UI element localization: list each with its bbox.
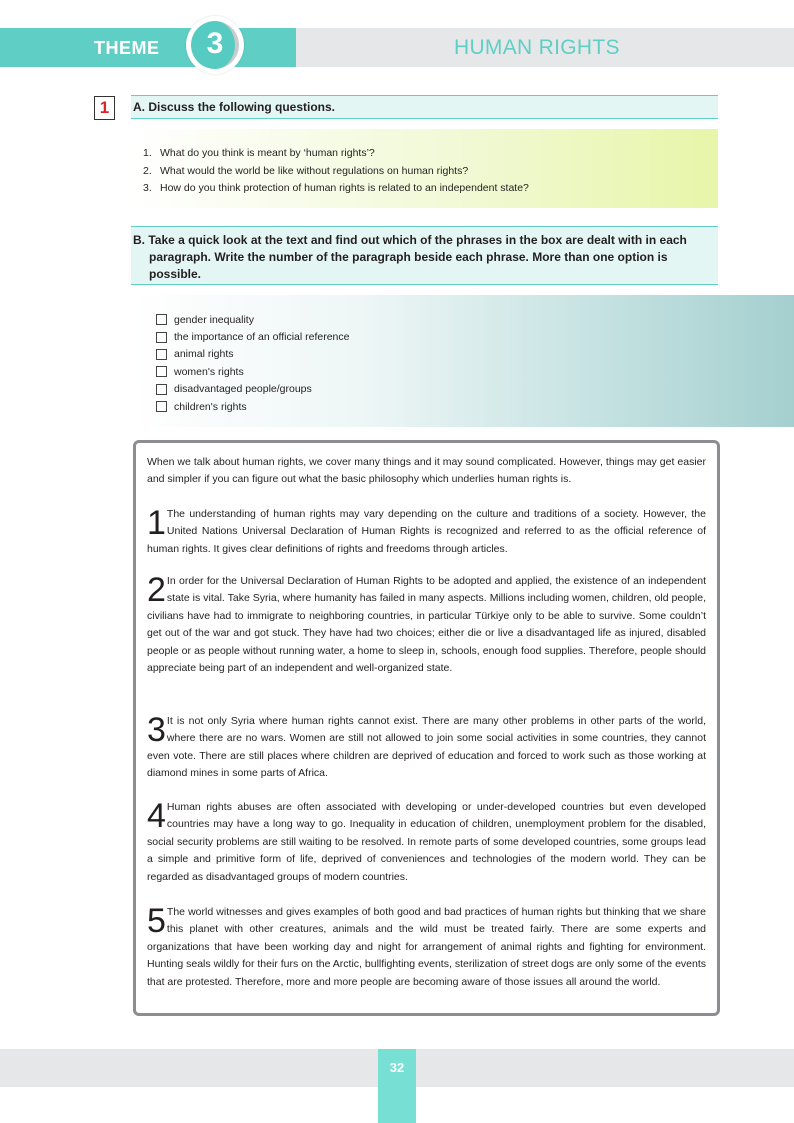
phrase-checkbox[interactable] (156, 314, 167, 325)
phrase-item: gender inequality (156, 311, 350, 328)
phrase-list (156, 311, 350, 415)
reading-paragraph-4: 4 Human rights abuses are often associated with developing or under-developed countries but even developed countries may have a long way to go. Inequality in education of children, unemployment problem for the disabled, social security problems are still waiting to be resolved. In remote parts of some developed countries, some groups lead a simple and primitive form of life, deprived of conveniences and technologies of the modern world. They can be regarded as disadvantaged groups of modern countries. (147, 797, 706, 883)
paragraph-number: 1 (147, 504, 166, 542)
paragraph-number: 2 (147, 571, 166, 609)
part-b-heading-bar (131, 226, 718, 285)
phrase-box (131, 295, 794, 427)
page-number: 32 (389, 1060, 405, 1075)
question-item: 1. What do you think is meant by ‘human rights’? (143, 147, 375, 159)
phrase-item: women's rights (156, 363, 350, 380)
part-a-heading: A. Discuss the following questions. (133, 100, 336, 114)
reading-paragraph-5: 5 The world witnesses and gives examples of both good and bad practices of human rights but thinking that we share this planet with other creatures, animals and the wild must be treated fairly. There are some experts and organizations that have been working day and night for arrangement of animal rights and fighting for environment. Hunting seals wildly for their furs on the Arctic, bullfighting events, sterilization of street dogs are only some of the events that are protested. Therefore, more and more people are becoming aware of those issues all around the world. (147, 902, 706, 988)
theme-title: HUMAN RIGHTS (454, 36, 620, 59)
theme-number-badge (186, 16, 244, 74)
reading-paragraph-1: 1 The understanding of human rights may vary depending on the culture and traditions of a society. However, the United Nations Universal Declaration of Human Rights is recognized and referred to as the official reference of human rights. It gives clear definitions of rights and freedoms through articles. (147, 504, 706, 555)
discussion-questions-box (131, 129, 718, 208)
theme-label: THEME (94, 38, 160, 58)
exercise-number: 1 (94, 96, 115, 120)
paragraph-number: 5 (147, 902, 166, 940)
phrase-item: disadvantaged people/groups (156, 381, 350, 398)
phrase-checkbox[interactable] (156, 332, 167, 343)
part-b-heading: B. Take a quick look at the text and find out which of the phrases in the box are dealt with in each paragraph. Write the number of the paragraph beside each phrase. More than one option is possible. (133, 233, 687, 281)
question-item: 3. How do you think protection of human rights is related to an independent state? (143, 182, 529, 194)
paragraph-number: 4 (147, 797, 166, 835)
part-a-heading-bar (131, 95, 718, 119)
phrase-checkbox[interactable] (156, 401, 167, 412)
phrase-checkbox[interactable] (156, 384, 167, 395)
phrase-checkbox[interactable] (156, 349, 167, 360)
phrase-item: animal rights (156, 346, 350, 363)
reading-paragraph-2: 2 In order for the Universal Declaration of Human Rights to be adopted and applied, the existence of an independent state is vital. Take Syria, where humanity has failed in many aspects. Millions including women, children, old people, civilians have had to immigrate to neighboring countries, in particular Türkiye only to be able to survive. Some couldn’t get out of the war and got stuck. They have had two choices; either die or live a disadvantaged life as injured, disabled people or as people without running water, a home to sleep in, schools, enough food supplies. Therefore, people should appreciate being part of an independent and well-organized state. (147, 571, 706, 675)
reading-text-box (133, 440, 720, 1016)
question-item: 2. What would the world be like without regulations on human rights? (143, 164, 469, 177)
phrase-item: children's rights (156, 398, 350, 415)
reading-paragraph-3: 3 It is not only Syria where human rights cannot exist. There are many other problems in other parts of the world, where there are no wars. Women are still not allowed to join some social activities in some countries, they cannot even vote. There are still places where children are deprived of education and forced to work such as those working at diamond mines in some parts of Africa. (147, 711, 706, 780)
theme-number: 3 (206, 27, 224, 60)
phrase-item: the importance of an official reference (156, 328, 350, 345)
question-list (143, 145, 529, 198)
paragraph-number: 3 (147, 711, 166, 749)
phrase-checkbox[interactable] (156, 366, 167, 377)
reading-intro: When we talk about human rights, we cover many things and it may sound complicated. However, things may get easier and simpler if you can figure out what the basic philosophy which underlies human rights is. (147, 456, 706, 486)
